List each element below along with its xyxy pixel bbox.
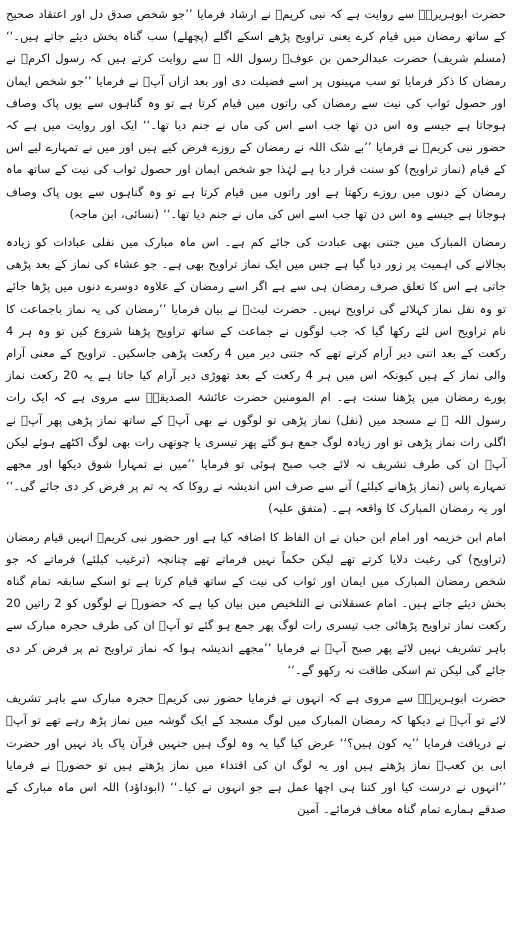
- paragraph-ramadan-worship: رمضان المبارک میں جتنی بھی عبادت کی جائے کم ہے۔ اس ماہ مبارک میں نفلی عبادات کو زیادہ بجالانے کی اہمیت پر زور دیا گیا ہے جس میں ایک نماز تراویح بھی ہے۔ جو عشاء کی نماز کے بعد پڑھی جاتی ہے اس کا تعلق صرف رمضان ہی سے ہے اگر اسے رمضان کے علاوہ دوسرے دنوں میں پڑھا جائے تو وہ نفل نماز کہلائے گی تراویح نہیں۔ حضرت لیثؒ نے بیان فرمایا ’’رمضان کی یہ نماز باجماعت کا نام تراویح اس لئے رکھا گیا کہ جب لوگوں نے جماعت کے ساتھ تراویح پڑھنا شروع کیں تو وہ ہر 4 رکعت کے بعد اتنی دیر آرام کرتے تھے کہ جتنی دیر میں 4 رکعت پڑھی جاسکیں۔ تراویح کے معنی آرام والی نماز کے ہیں کیونکہ اس میں ہر 4 رکعت کے بعد تھوڑی دیر آرام کیا جاتا ہے یہ 20 رکعت نماز پورے رمضان میں پڑھنا سنت ہے۔ ام المومنین حضرت عائشۃ الصدیقہؓ سے مروی ہے کہ ایک رات رسول اللہ ﷺ نے مسجد میں (نفل) نماز پڑھی تو لوگوں نے بھی آپؐ کے ساتھ نماز پڑھی پھر آپؐ نے اگلی رات نماز پڑھی تو اور زیادہ لوگ جمع ہو گئے پھر تیسری یا چوتھی رات بھی لوگ اکٹھے ہوئے لیکن آپؐ ان کی طرف تشریف نہ لائے جب صبح ہوئی تو فرمایا ’’میں نے تمہارا شوق دیکھا اور مجھے تمہارے پاس (نماز پڑھانے کیلئے) آنے سے صرف اس اندیشہ نے روکا کہ یہ تم پر فرض کر دی جائے گی۔‘‘ اور یہ رمضان المبارک کا واقعہ ہے۔ (متفق علیہ): [6, 235, 506, 516]
- paragraph-tarawih-hadith: حضرت ابوہریرہؓ سے روایت ہے کہ نبی کریمؐ نے ارشاد فرمایا ’’جو شخص صدق دل اور اعتقاد صحیح کے ساتھ رمضان میں قیام کرے یعنی تراویح پڑھے اسکے اگلے (پچھلے) سب گناہ بخش دیئے جاتے ہیں۔‘‘ (مسلم شریف) حضرت عبدالرحمن بن عوفؓ رسول اللہ ﷺ سے روایت کرتے ہیں کہ رسول اکرمؐ نے رمضان کا ذکر فرمایا تو سب مہینوں پر اسے فضیلت دی اور بعد ازاں آپؐ نے فرمایا ’’جو شخص ایمان اور حصول ثواب کی نیت سے رمضان کی راتوں میں قیام کرتا ہے تو وہ گناہوں سے یوں پاک وصاف ہوجاتا ہے جیسے وہ اس دن تھا جب اسے اس کی ماں نے جنم دیا تھا۔‘‘ ایک اور روایت میں ہے کہ حضور نبی کریمؐ نے فرمایا ’’بے شک اللہ نے رمضان کے روزے فرض کیے ہیں اور میں نے تمہارے لیے اس کے قیام (نماز تراویح) کو سنت قرار دیا ہے لہٰذا جو شخص ایمان اور حصول ثواب کی نیت کے ساتھ ماہ رمضان کے دنوں میں روزے رکھتا ہے اور راتوں میں قیام کرتا ہے تو وہ گناہوں سے یوں پاک وصاف ہوجاتا ہے جیسے وہ اس دن تھا جب اسے اس کی ماں نے جنم دیا تھا۔‘‘ (نسائی، ابن ماجہ): [6, 7, 506, 221]
- paragraph-ibn-khuzaymah: امام ابن خزیمہ اور امام ابن حبان نے ان الفاظ کا اضافہ کیا ہے اور حضور نبی کریمؐ انہیں قیام رمضان (تراویح) کی رغبت دلایا کرتے تھے لیکن حکماً نہیں فرماتے تھے چنانچہ (ترغیب کیلئے) فرماتے کہ جو شخص رمضان المبارک میں ایمان اور ثواب کی نیت کے ساتھ قیام کرتا ہے تو اسکے سابقہ تمام گناہ بخش دیئے جاتے ہیں۔ امام عسقلانی نے التلخیص میں بیان کیا ہے کہ حضورؐ نے لوگوں کو 2 راتیں 20 رکعت نماز تراویح پڑھائی جب تیسری رات لوگ پھر جمع ہو گئے تو آپؐ ان کی طرف حجرہ مبارک سے باہر تشریف نہیں لائے پھر صبح آپؐ نے فرمایا ’’مجھے اندیشہ ہوا کہ نماز تراویح تم پر فرض کر دی جائے گی لیکن تم اسکی طاقت نہ رکھو گے۔‘‘: [6, 529, 506, 677]
- paragraph-abu-hurairah: حضرت ابوہریرہؓ سے مروی ہے کہ انہوں نے فرمایا حضور نبی کریمؐ حجرہ مبارک سے باہر تشریف لائے تو آپؐ نے دیکھا کہ رمضان المبارک میں لوگ مسجد کے ایک گوشہ میں نماز پڑھ رہے تھے تو آپؐ نے دریافت فرمایا ’’یہ کون ہیں؟‘‘ عرض کیا گیا یہ وہ لوگ ہیں جنہیں قرآن پاک یاد نہیں اور حضرت ابی بن کعبؓ نماز پڑھتے ہیں اور یہ لوگ ان کی اقتداء میں نماز پڑھتے ہیں تو حضورؐ نے فرمایا ’’انہوں نے درست کیا اور کتنا ہی اچھا عمل ہے جو انہوں نے کیا۔‘‘ (ابوداؤد) اللہ اس ماہ مبارک کے صدقے ہمارے تمام گناہ معاف فرمائے۔ آمین: [6, 691, 506, 817]
